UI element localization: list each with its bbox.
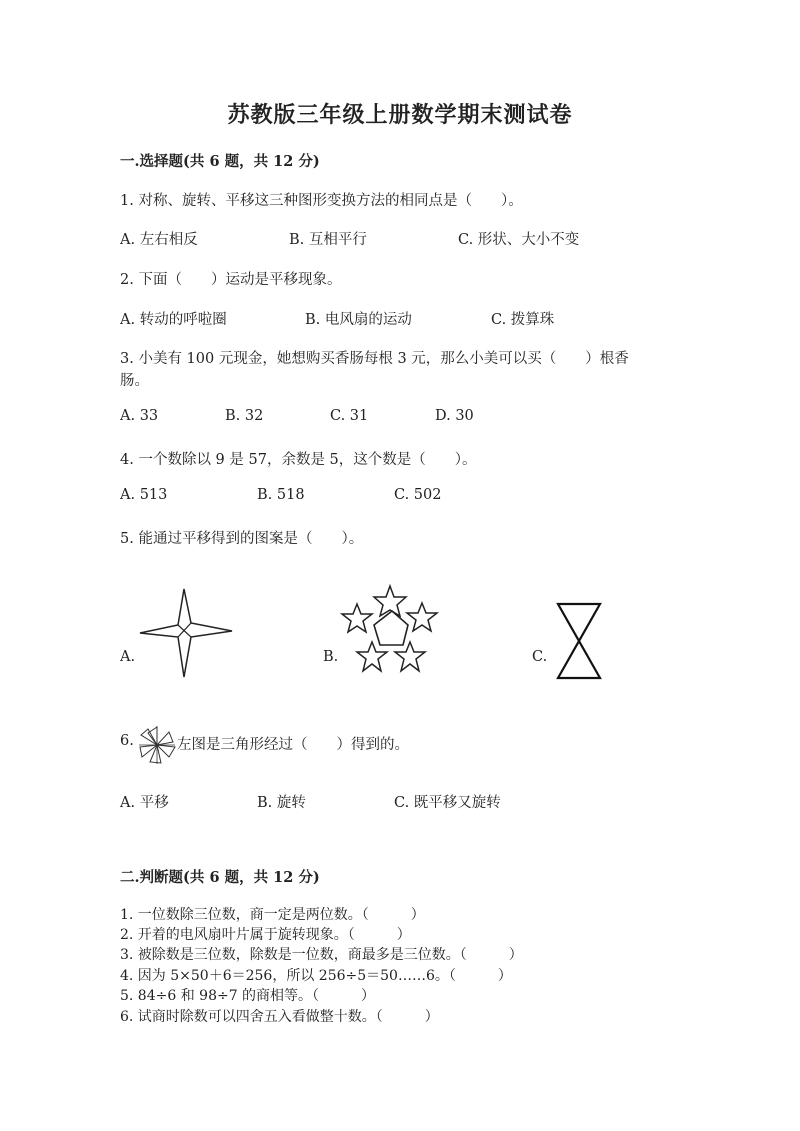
hourglass-icon: [555, 601, 603, 681]
tf-item-2: 2. 开着的电风扇叶片属于旋转现象。（ ）: [120, 927, 411, 943]
q5-option-b[interactable]: B.: [323, 649, 339, 665]
q4-option-b[interactable]: B. 518: [257, 487, 305, 503]
question-6: 左图是三角形经过（ ）得到的。: [177, 737, 409, 753]
question-5: 5. 能通过平移得到的图案是（ ）。: [120, 531, 364, 547]
tf-item-4: 4. 因为 5×50＋6＝256，所以 256÷5＝50……6。（ ）: [120, 968, 512, 984]
q3-option-d[interactable]: D. 30: [435, 408, 474, 424]
tf-item-5: 5. 84÷6 和 98÷7 的商相等。（ ）: [120, 988, 376, 1004]
question-4: 4. 一个数除以 9 是 57，余数是 5，这个数是（ ）。: [120, 452, 477, 468]
section-heading-true-false: 二.判断题(共 6 题，共 12 分): [120, 869, 320, 886]
q1-option-b[interactable]: B. 互相平行: [289, 232, 367, 248]
tf-item-3: 3. 被除数是三位数，除数是一位数，商最多是三位数。（ ）: [120, 947, 523, 963]
q2-option-a[interactable]: A. 转动的呼啦圈: [120, 312, 227, 328]
tf-item-1: 1. 一位数除三位数，商一定是两位数。（ ）: [120, 907, 425, 923]
tf-item-6: 6. 试商时除数可以四舍五入看做整十数。（ ）: [120, 1009, 439, 1025]
q5-option-c[interactable]: C.: [532, 649, 548, 665]
page-title: 苏教版三年级上册数学期末测试卷: [227, 102, 573, 128]
q1-option-a[interactable]: A. 左右相反: [120, 232, 198, 248]
question-3-line2: 肠。: [120, 373, 149, 389]
q3-option-c[interactable]: C. 31: [330, 408, 369, 424]
q1-option-c[interactable]: C. 形状、大小不变: [458, 232, 580, 248]
section-heading-choice: 一.选择题(共 6 题，共 12 分): [120, 153, 320, 170]
q3-option-a[interactable]: A. 33: [120, 408, 159, 424]
q5-option-a[interactable]: A.: [120, 649, 136, 665]
q2-option-c[interactable]: C. 拨算珠: [491, 312, 555, 328]
q4-option-c[interactable]: C. 502: [394, 487, 442, 503]
q2-option-b[interactable]: B. 电风扇的运动: [305, 312, 412, 328]
question-1: 1. 对称、旋转、平移这三种图形变换方法的相同点是（ ）。: [120, 193, 523, 209]
question-3-line1: 3. 小美有 100 元现金，她想购买香肠每根 3 元，那么小美可以买（ ）根香: [120, 351, 629, 367]
four-point-star-icon: [138, 587, 234, 683]
question-6-number: 6.: [120, 733, 134, 749]
q6-option-b[interactable]: B. 旋转: [257, 795, 306, 811]
q6-option-c[interactable]: C. 既平移又旋转: [394, 795, 501, 811]
q3-option-b[interactable]: B. 32: [225, 408, 264, 424]
pinwheel-triangles-icon: [138, 725, 176, 765]
q6-option-a[interactable]: A. 平移: [120, 795, 169, 811]
five-stars-ring-icon: [340, 585, 440, 680]
question-2: 2. 下面（ ）运动是平移现象。: [120, 272, 342, 288]
q4-option-a[interactable]: A. 513: [120, 487, 168, 503]
